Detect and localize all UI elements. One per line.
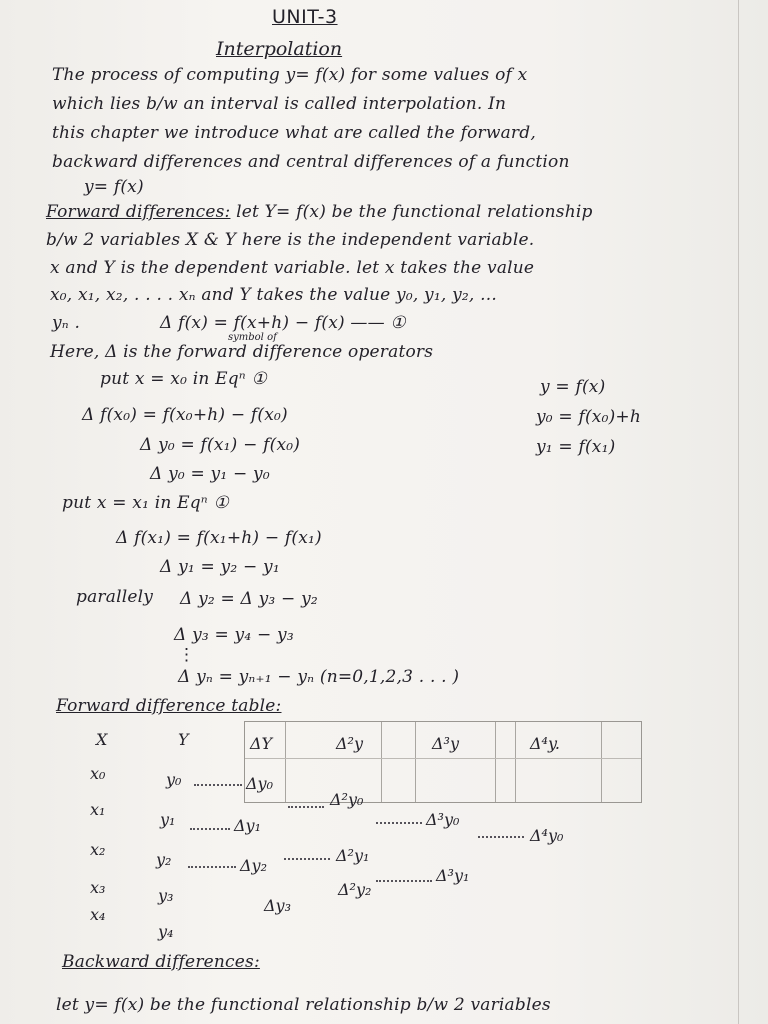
step-7: Δ y₃ = y₄ − y₃	[174, 625, 294, 645]
table-y-4: y₄	[158, 922, 174, 941]
table-d3-1: Δ³y₁	[436, 866, 470, 885]
step-8: Δ yₙ = yₙ₊₁ − yₙ (n=0,1,2,3 . . . )	[178, 667, 460, 687]
table-d1-3: Δy₃	[264, 896, 292, 915]
table-x-1: x₁	[90, 800, 106, 819]
intro-line-2: which lies b/w an interval is called interpolation. In	[52, 94, 507, 114]
backward-heading: Backward differences:	[62, 952, 260, 972]
step-2: Δ y₀ = f(x₁) − f(x₀)	[140, 435, 301, 455]
forward-line-4: x₀, x₁, x₂, . . . . xₙ and Y takes the value y₀, y₁, y₂, ...	[50, 285, 497, 305]
table-y-3: y₃	[158, 886, 174, 905]
step-vdots: ⋮	[178, 645, 196, 665]
table-x-3: x₃	[90, 878, 106, 897]
intro-line-5: y= f(x)	[84, 177, 144, 197]
table-d2-1: Δ²y₁	[336, 846, 370, 865]
table-heading: Forward difference table:	[56, 696, 282, 716]
table-x-4: x₄	[90, 905, 106, 924]
table-d1-2: Δy₂	[240, 856, 268, 875]
intro-line-4: backward differences and central differences of a function	[52, 152, 570, 172]
step-4: Δ f(x₁) = f(x₁+h) − f(x₁)	[116, 528, 322, 548]
intro-line-3: this chapter we introduce what are called the forward,	[52, 123, 536, 143]
col-header-delta3: Δ³y	[432, 734, 460, 753]
side-note-1: y = f(x)	[540, 377, 606, 397]
step-put-2: put x = x₁ in Eqⁿ ①	[62, 493, 229, 513]
col-header-x: X	[96, 730, 108, 749]
forward-line-2: b/w 2 variables X & Y here is the independent variable.	[46, 230, 535, 250]
connector-dots	[376, 880, 432, 882]
unit-title: UNIT-3	[272, 6, 338, 28]
step-3: Δ y₀ = y₁ − y₀	[150, 464, 270, 484]
side-note-2: y₀ = f(x₀)+h	[536, 407, 642, 427]
table-d2-0: Δ²y₀	[330, 790, 364, 809]
connector-dots	[288, 806, 324, 808]
step-6: Δ y₂ = Δ y₃ − y₂	[180, 589, 318, 609]
table-y-0: y₀	[166, 770, 182, 789]
col-header-y: Y	[178, 730, 189, 749]
step-1: Δ f(x₀) = f(x₀+h) − f(x₀)	[82, 405, 288, 425]
table-d3-0: Δ³y₀	[426, 810, 460, 829]
table-d1-1: Δy₁	[234, 816, 262, 835]
connector-dots	[194, 784, 242, 786]
connector-dots	[188, 866, 236, 868]
col-header-delta2: Δ²y	[336, 734, 364, 753]
forward-line-1-rest: let Y= f(x) be the functional relationship	[236, 202, 593, 222]
connector-dots	[478, 836, 524, 838]
intro-line-1: The process of computing y= f(x) for some values of x	[52, 65, 528, 85]
col-header-delta4: Δ⁴y.	[530, 734, 560, 753]
forward-heading: Forward differences:	[46, 202, 231, 222]
forward-line-5a: yₙ .	[52, 313, 81, 333]
col-header-delta1: ΔY	[250, 734, 273, 753]
table-y-2: y₂	[156, 850, 172, 869]
page-margin-line	[738, 0, 739, 1024]
step-6-label: parallely	[76, 587, 154, 607]
step-5: Δ y₁ = y₂ − y₁	[160, 557, 280, 577]
table-x-2: x₂	[90, 840, 106, 859]
table-d1-0: Δy₀	[246, 774, 274, 793]
topic-title: Interpolation	[216, 38, 343, 60]
forward-line-1	[46, 201, 593, 223]
forward-line-3: x and Y is the dependent variable. let x takes the value	[50, 258, 535, 278]
forward-line-6: Here, Δ is the forward difference operators	[50, 342, 434, 362]
side-note-3: y₁ = f(x₁)	[536, 437, 616, 457]
connector-dots	[190, 828, 230, 830]
table-d2-2: Δ²y₂	[338, 880, 372, 899]
forward-eq-1: Δ f(x) = f(x+h) − f(x) —— ①	[160, 313, 406, 333]
table-x-0: x₀	[90, 764, 106, 783]
symbol-note: symbol of	[228, 332, 277, 343]
connector-dots	[376, 822, 422, 824]
backward-line-1: let y= f(x) be the functional relationship b/w 2 variables	[56, 995, 551, 1015]
step-put-1: put x = x₀ in Eqⁿ ①	[100, 369, 267, 389]
table-y-1: y₁	[160, 810, 176, 829]
connector-dots	[284, 858, 330, 860]
table-d4-0: Δ⁴y₀	[530, 826, 564, 845]
